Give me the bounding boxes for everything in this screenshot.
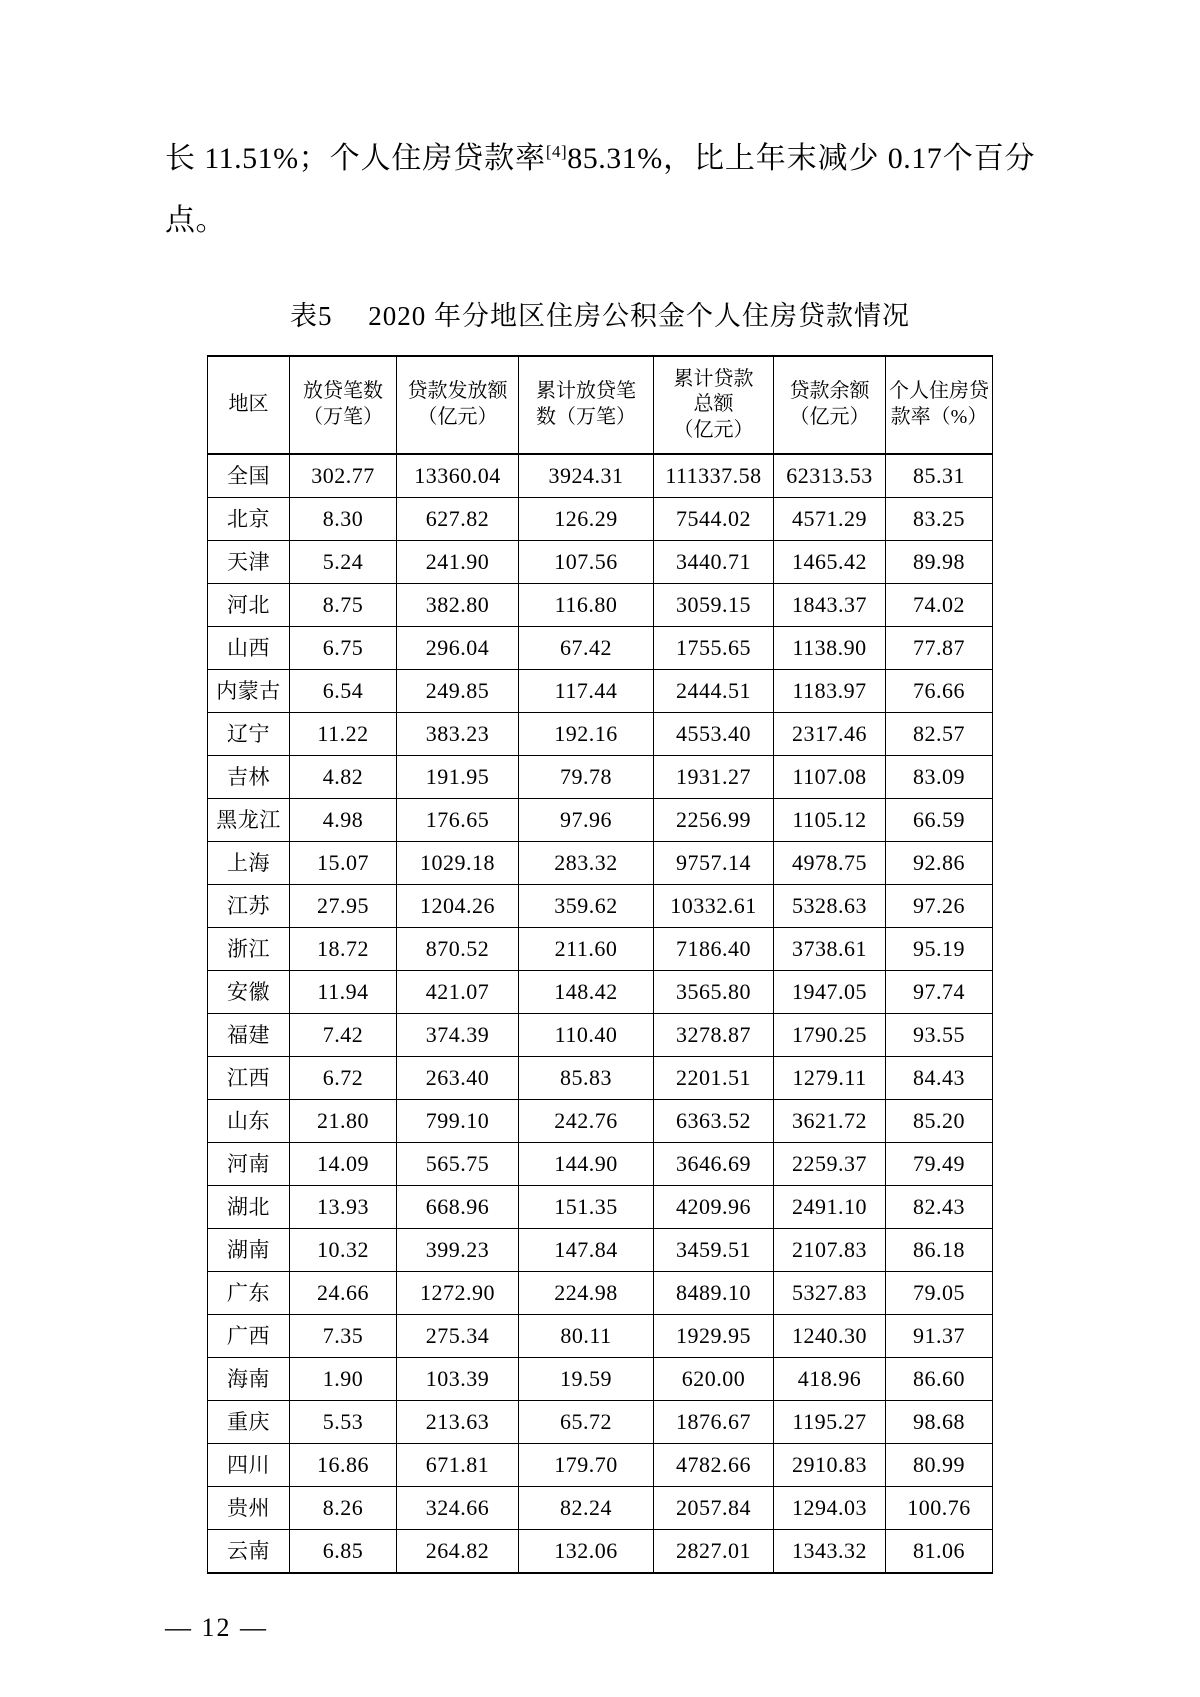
cell-value: 275.34: [397, 1315, 519, 1358]
cell-value: 627.82: [397, 498, 519, 541]
cell-value: 13360.04: [397, 454, 519, 498]
table-row: [208, 1186, 993, 1229]
cell-value: 263.40: [397, 1057, 519, 1100]
cell-value: 382.80: [397, 584, 519, 627]
cell-value: 1755.65: [654, 627, 774, 670]
cell-value: 671.81: [397, 1444, 519, 1487]
cell-value: 84.43: [886, 1057, 993, 1100]
cell-value: 92.86: [886, 842, 993, 885]
cell-region: 河北: [208, 584, 290, 627]
cell-value: 6.75: [290, 627, 397, 670]
table-header: [208, 356, 993, 454]
cell-value: 151.35: [519, 1186, 654, 1229]
table-header-row: [208, 356, 993, 454]
table-row: [208, 454, 993, 498]
cell-value: 7.35: [290, 1315, 397, 1358]
cell-value: 3924.31: [519, 454, 654, 498]
cell-value: 80.99: [886, 1444, 993, 1487]
cell-region: 辽宁: [208, 713, 290, 756]
cell-value: 302.77: [290, 454, 397, 498]
cell-value: 110.40: [519, 1014, 654, 1057]
cell-value: 97.74: [886, 971, 993, 1014]
cell-value: 1240.30: [774, 1315, 886, 1358]
cell-value: 18.72: [290, 928, 397, 971]
cell-value: 8.30: [290, 498, 397, 541]
cell-value: 249.85: [397, 670, 519, 713]
table-body: [208, 454, 993, 1573]
cell-region: 山西: [208, 627, 290, 670]
cell-value: 1929.95: [654, 1315, 774, 1358]
cell-value: 4.98: [290, 799, 397, 842]
cell-value: 15.07: [290, 842, 397, 885]
cell-value: 2444.51: [654, 670, 774, 713]
cell-value: 4978.75: [774, 842, 886, 885]
cell-value: 283.32: [519, 842, 654, 885]
cell-value: 67.42: [519, 627, 654, 670]
cell-value: 1279.11: [774, 1057, 886, 1100]
cell-value: 6.85: [290, 1530, 397, 1574]
cell-value: 2259.37: [774, 1143, 886, 1186]
cell-value: 2317.46: [774, 713, 886, 756]
table-row: [208, 756, 993, 799]
cell-value: 85.31: [886, 454, 993, 498]
cell-value: 192.16: [519, 713, 654, 756]
cell-value: 1204.26: [397, 885, 519, 928]
column-header-loan-balance: 贷款余额 （亿元）: [774, 356, 886, 454]
cell-value: 1843.37: [774, 584, 886, 627]
cell-value: 11.94: [290, 971, 397, 1014]
cell-value: 21.80: [290, 1100, 397, 1143]
column-header-cumulative-loan-count: 累计放贷笔 数（万笔）: [519, 356, 654, 454]
table-row: [208, 1358, 993, 1401]
cell-value: 74.02: [886, 584, 993, 627]
cell-region: 江西: [208, 1057, 290, 1100]
table-row: [208, 1444, 993, 1487]
regional-housing-loan-table: [207, 355, 993, 1574]
column-header-cumulative-loan-total: 累计贷款 总额 （亿元）: [654, 356, 774, 454]
cell-value: 80.11: [519, 1315, 654, 1358]
cell-value: 2256.99: [654, 799, 774, 842]
table-row: [208, 1401, 993, 1444]
table-row: [208, 541, 993, 584]
cell-region: 安徽: [208, 971, 290, 1014]
cell-value: 224.98: [519, 1272, 654, 1315]
cell-value: 97.26: [886, 885, 993, 928]
footnote-marker: [4]: [545, 142, 568, 161]
cell-value: 148.42: [519, 971, 654, 1014]
cell-region: 湖南: [208, 1229, 290, 1272]
cell-value: 66.59: [886, 799, 993, 842]
table-row: [208, 1014, 993, 1057]
cell-value: 11.22: [290, 713, 397, 756]
table-caption: 表5 2020 年分地区住房公积金个人住房贷款情况: [290, 301, 910, 331]
cell-value: 19.59: [519, 1358, 654, 1401]
cell-value: 10.32: [290, 1229, 397, 1272]
cell-value: 3565.80: [654, 971, 774, 1014]
cell-value: 82.43: [886, 1186, 993, 1229]
cell-value: 79.49: [886, 1143, 993, 1186]
cell-value: 3059.15: [654, 584, 774, 627]
cell-value: 565.75: [397, 1143, 519, 1186]
cell-value: 668.96: [397, 1186, 519, 1229]
cell-value: 4571.29: [774, 498, 886, 541]
cell-value: 9757.14: [654, 842, 774, 885]
cell-value: 1105.12: [774, 799, 886, 842]
cell-value: 14.09: [290, 1143, 397, 1186]
cell-value: 2910.83: [774, 1444, 886, 1487]
cell-value: 324.66: [397, 1487, 519, 1530]
cell-value: 98.68: [886, 1401, 993, 1444]
table-row: [208, 885, 993, 928]
cell-value: 4782.66: [654, 1444, 774, 1487]
cell-value: 83.25: [886, 498, 993, 541]
cell-value: 86.60: [886, 1358, 993, 1401]
cell-value: 103.39: [397, 1358, 519, 1401]
cell-value: 81.06: [886, 1530, 993, 1574]
table-row: [208, 1530, 993, 1574]
cell-value: 5.53: [290, 1401, 397, 1444]
cell-region: 贵州: [208, 1487, 290, 1530]
cell-value: 86.18: [886, 1229, 993, 1272]
cell-value: 82.24: [519, 1487, 654, 1530]
cell-value: 1107.08: [774, 756, 886, 799]
cell-value: 620.00: [654, 1358, 774, 1401]
cell-region: 河南: [208, 1143, 290, 1186]
cell-value: 1790.25: [774, 1014, 886, 1057]
cell-value: 421.07: [397, 971, 519, 1014]
column-header-region: 地区: [208, 356, 290, 454]
cell-value: 383.23: [397, 713, 519, 756]
cell-value: 211.60: [519, 928, 654, 971]
cell-value: 89.98: [886, 541, 993, 584]
cell-value: 2491.10: [774, 1186, 886, 1229]
cell-value: 2057.84: [654, 1487, 774, 1530]
cell-region: 福建: [208, 1014, 290, 1057]
cell-value: 24.66: [290, 1272, 397, 1315]
cell-value: 418.96: [774, 1358, 886, 1401]
cell-value: 100.76: [886, 1487, 993, 1530]
cell-value: 85.20: [886, 1100, 993, 1143]
cell-value: 91.37: [886, 1315, 993, 1358]
cell-value: 5328.63: [774, 885, 886, 928]
paragraph-segment-2: 85.31%，比上年末减少 0.17: [567, 142, 943, 175]
cell-value: 2827.01: [654, 1530, 774, 1574]
body-paragraph: [165, 0, 1035, 252]
column-header-personal-loan-rate: 个人住房贷 款率（%）: [886, 356, 993, 454]
cell-value: 107.56: [519, 541, 654, 584]
cell-value: 3459.51: [654, 1229, 774, 1272]
cell-region: 山东: [208, 1100, 290, 1143]
table-row: [208, 928, 993, 971]
table-row: [208, 713, 993, 756]
cell-value: 374.39: [397, 1014, 519, 1057]
cell-region: 上海: [208, 842, 290, 885]
cell-value: 6.54: [290, 670, 397, 713]
cell-region: 云南: [208, 1530, 290, 1574]
cell-value: 7.42: [290, 1014, 397, 1057]
cell-region: 广东: [208, 1272, 290, 1315]
cell-value: 1.90: [290, 1358, 397, 1401]
cell-value: 3646.69: [654, 1143, 774, 1186]
table-row: [208, 498, 993, 541]
cell-value: 2201.51: [654, 1057, 774, 1100]
table-row: [208, 1229, 993, 1272]
cell-value: 1272.90: [397, 1272, 519, 1315]
cell-region: 海南: [208, 1358, 290, 1401]
cell-value: 8.26: [290, 1487, 397, 1530]
cell-value: 241.90: [397, 541, 519, 584]
cell-region: 吉林: [208, 756, 290, 799]
cell-value: 10332.61: [654, 885, 774, 928]
cell-region: 北京: [208, 498, 290, 541]
cell-value: 5327.83: [774, 1272, 886, 1315]
paragraph-segment-3: 个百分点。: [165, 142, 1035, 237]
column-header-loan-count: 放贷笔数 （万笔）: [290, 356, 397, 454]
table-row: [208, 584, 993, 627]
cell-value: 1195.27: [774, 1401, 886, 1444]
cell-value: 147.84: [519, 1229, 654, 1272]
table-row: [208, 1143, 993, 1186]
cell-region: 全国: [208, 454, 290, 498]
cell-value: 799.10: [397, 1100, 519, 1143]
cell-region: 湖北: [208, 1186, 290, 1229]
cell-value: 144.90: [519, 1143, 654, 1186]
cell-value: 126.29: [519, 498, 654, 541]
cell-value: 4209.96: [654, 1186, 774, 1229]
cell-value: 1947.05: [774, 971, 886, 1014]
cell-region: 广西: [208, 1315, 290, 1358]
cell-value: 93.55: [886, 1014, 993, 1057]
cell-region: 浙江: [208, 928, 290, 971]
cell-value: 1029.18: [397, 842, 519, 885]
table-row: [208, 799, 993, 842]
cell-value: 359.62: [519, 885, 654, 928]
cell-value: 27.95: [290, 885, 397, 928]
cell-value: 1183.97: [774, 670, 886, 713]
cell-value: 3621.72: [774, 1100, 886, 1143]
cell-region: 重庆: [208, 1401, 290, 1444]
cell-value: 82.57: [886, 713, 993, 756]
cell-region: 内蒙古: [208, 670, 290, 713]
cell-region: 黑龙江: [208, 799, 290, 842]
cell-value: 77.87: [886, 627, 993, 670]
table-row: [208, 670, 993, 713]
table-row: [208, 842, 993, 885]
cell-value: 191.95: [397, 756, 519, 799]
cell-value: 242.76: [519, 1100, 654, 1143]
cell-value: 264.82: [397, 1530, 519, 1574]
cell-region: 四川: [208, 1444, 290, 1487]
cell-value: 213.63: [397, 1401, 519, 1444]
table-row: [208, 627, 993, 670]
cell-value: 1343.32: [774, 1530, 886, 1574]
cell-value: 296.04: [397, 627, 519, 670]
table-row: [208, 1272, 993, 1315]
table-row: [208, 1487, 993, 1530]
cell-value: 1294.03: [774, 1487, 886, 1530]
cell-value: 399.23: [397, 1229, 519, 1272]
cell-value: 6.72: [290, 1057, 397, 1100]
table-row: [208, 971, 993, 1014]
cell-value: 79.05: [886, 1272, 993, 1315]
cell-value: 3738.61: [774, 928, 886, 971]
cell-value: 5.24: [290, 541, 397, 584]
column-header-loan-issued-amount: 贷款发放额 （亿元）: [397, 356, 519, 454]
cell-value: 62313.53: [774, 454, 886, 498]
cell-value: 79.78: [519, 756, 654, 799]
cell-value: 8489.10: [654, 1272, 774, 1315]
cell-region: 天津: [208, 541, 290, 584]
cell-region: 江苏: [208, 885, 290, 928]
cell-value: 870.52: [397, 928, 519, 971]
cell-value: 13.93: [290, 1186, 397, 1229]
cell-value: 3440.71: [654, 541, 774, 584]
cell-value: 6363.52: [654, 1100, 774, 1143]
cell-value: 1465.42: [774, 541, 886, 584]
cell-value: 65.72: [519, 1401, 654, 1444]
cell-value: 1931.27: [654, 756, 774, 799]
cell-value: 1876.67: [654, 1401, 774, 1444]
cell-value: 2107.83: [774, 1229, 886, 1272]
page-number: — 12 —: [165, 1613, 268, 1642]
cell-value: 16.86: [290, 1444, 397, 1487]
cell-value: 179.70: [519, 1444, 654, 1487]
cell-value: 97.96: [519, 799, 654, 842]
cell-value: 3278.87: [654, 1014, 774, 1057]
cell-value: 7544.02: [654, 498, 774, 541]
table-row: [208, 1315, 993, 1358]
table-row: [208, 1057, 993, 1100]
cell-value: 85.83: [519, 1057, 654, 1100]
cell-value: 1138.90: [774, 627, 886, 670]
cell-value: 117.44: [519, 670, 654, 713]
cell-value: 7186.40: [654, 928, 774, 971]
cell-value: 8.75: [290, 584, 397, 627]
cell-value: 111337.58: [654, 454, 774, 498]
cell-value: 4553.40: [654, 713, 774, 756]
cell-value: 95.19: [886, 928, 993, 971]
cell-value: 76.66: [886, 670, 993, 713]
paragraph-segment-1: 长 11.51%；个人住房贷款率: [165, 142, 546, 175]
table-row: [208, 1100, 993, 1143]
cell-value: 116.80: [519, 584, 654, 627]
cell-value: 83.09: [886, 756, 993, 799]
cell-value: 176.65: [397, 799, 519, 842]
cell-value: 4.82: [290, 756, 397, 799]
cell-value: 132.06: [519, 1530, 654, 1574]
